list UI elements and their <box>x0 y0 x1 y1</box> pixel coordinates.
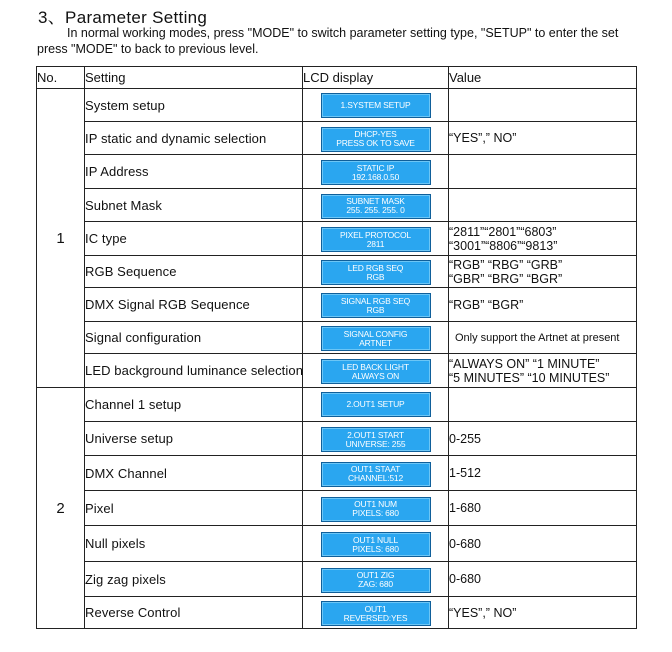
setting-name: Zig zag pixels <box>85 562 303 597</box>
value-line: 0-255 <box>449 431 481 446</box>
group-number: 2 <box>37 388 85 629</box>
setting-name: Universe setup <box>85 422 303 456</box>
value-line: 1-680 <box>449 501 481 515</box>
lcd-display-screen <box>321 601 431 626</box>
lcd-display-line: 255. 255. 255. 0 <box>346 205 405 216</box>
lcd-display-line: PIXELS: 680 <box>352 543 399 554</box>
table-row <box>37 562 637 597</box>
header-value: Value <box>449 67 637 89</box>
lcd-display-screen <box>321 260 431 285</box>
value-cell <box>449 562 637 597</box>
group-number: 1 <box>37 89 85 388</box>
lcd-display-screen <box>321 359 431 384</box>
lcd-cell <box>303 388 449 422</box>
lcd-cell <box>303 597 449 629</box>
lcd-display-screen <box>321 293 431 318</box>
value-cell <box>449 456 637 491</box>
lcd-cell <box>303 256 449 288</box>
value-line: “GBR” “BRG” “BGR” <box>449 271 563 286</box>
setting-name: IP static and dynamic selection <box>85 122 303 155</box>
lcd-display-line: UNIVERSE: 255 <box>345 438 406 449</box>
table-row <box>37 322 637 354</box>
header-lcd-display: LCD display <box>303 67 449 89</box>
setting-name: IC type <box>85 222 303 256</box>
lcd-display-screen <box>321 227 431 252</box>
lcd-cell <box>303 222 449 256</box>
setting-name: Subnet Mask <box>85 189 303 222</box>
value-line: “ALWAYS ON” “1 MINUTE” <box>449 356 600 371</box>
value-line: “2811”“2801”“6803” <box>449 224 557 239</box>
lcd-cell <box>303 155 449 189</box>
lcd-display-line: REVERSED:YES <box>343 612 408 623</box>
value-cell <box>449 189 637 222</box>
lcd-display-line: ZAG: 680 <box>358 579 393 590</box>
lcd-display-line: 2.OUT1 SETUP <box>346 399 405 409</box>
value-cell <box>449 89 637 122</box>
setting-name: Channel 1 setup <box>85 388 303 422</box>
lcd-display-screen <box>321 194 431 219</box>
table-row <box>37 256 637 288</box>
lcd-cell <box>303 122 449 155</box>
value-line: “3001”“8806”“9813” <box>449 238 558 253</box>
table-row <box>37 422 637 456</box>
lcd-cell <box>303 422 449 456</box>
value-line: “YES”,” NO” <box>449 131 517 145</box>
lcd-display-line: SIGNAL RGB SEQ <box>340 295 411 306</box>
setting-name: Pixel <box>85 491 303 526</box>
intro-line-1: In normal working modes, press "MODE" to switch parameter setting type, "SETUP" to enter the set <box>67 26 619 40</box>
lcd-display-line: 192.168.0.50 <box>351 171 400 182</box>
lcd-display-screen <box>321 427 431 452</box>
table-header-row <box>37 67 637 89</box>
lcd-display-line: SUBNET MASK <box>346 196 405 207</box>
lcd-display-screen <box>321 497 431 522</box>
lcd-display-screen <box>321 127 431 152</box>
lcd-display-line: ALWAYS ON <box>351 370 400 381</box>
lcd-cell <box>303 491 449 526</box>
lcd-display-line: OUT1 <box>364 603 387 614</box>
value-cell <box>449 491 637 526</box>
lcd-display-screen <box>321 532 431 557</box>
setting-name: Signal configuration <box>85 322 303 354</box>
lcd-display-line: ARTNET <box>359 337 392 348</box>
parameter-table <box>36 66 637 629</box>
lcd-display-line: OUT1 ZIG <box>356 570 395 581</box>
lcd-display-line: DHCP-YES <box>354 129 397 140</box>
lcd-display-screen <box>321 462 431 487</box>
value-line: “RGB” “RBG” “GRB” <box>449 257 563 272</box>
lcd-display-line: 2811 <box>366 238 385 249</box>
table-row <box>37 456 637 491</box>
value-line: Only support the Artnet at present <box>455 331 620 344</box>
lcd-cell <box>303 562 449 597</box>
value-line: “5 MINUTES” “10 MINUTES” <box>449 370 610 385</box>
lcd-display-line: RGB <box>366 271 385 282</box>
table-row <box>37 122 637 155</box>
intro-line-2: press "MODE" to back to previous level. <box>37 42 259 56</box>
table-row <box>37 388 637 422</box>
table-row <box>37 288 637 322</box>
lcd-display-line: OUT1 NUM <box>354 499 397 510</box>
setting-name: Reverse Control <box>85 597 303 629</box>
setting-name: DMX Channel <box>85 456 303 491</box>
lcd-display-line: OUT1 NULL <box>353 534 398 545</box>
lcd-display-screen <box>321 392 431 417</box>
lcd-display-line: STATIC IP <box>356 162 395 173</box>
lcd-cell <box>303 89 449 122</box>
lcd-display-screen <box>321 93 431 118</box>
value-line: “YES”,” NO” <box>449 605 517 620</box>
header-no: No. <box>37 67 85 89</box>
setting-name: Null pixels <box>85 526 303 562</box>
value-cell <box>449 155 637 189</box>
lcd-cell <box>303 189 449 222</box>
lcd-display-line: CHANNEL:512 <box>348 473 403 484</box>
table-row <box>37 89 637 122</box>
value-cell <box>449 388 637 422</box>
lcd-display-line: LED BACK LIGHT <box>342 361 409 372</box>
lcd-display-line: PIXELS: 680 <box>352 508 399 519</box>
value-cell <box>449 422 637 456</box>
header-setting: Setting <box>85 67 303 89</box>
value-cell <box>449 526 637 562</box>
value-cell <box>449 354 637 388</box>
lcd-display-line: PRESS OK TO SAVE <box>336 138 415 149</box>
lcd-display-line: PIXEL PROTOCOL <box>340 229 411 240</box>
setting-name: RGB Sequence <box>85 256 303 288</box>
table-row <box>37 222 637 256</box>
table-body <box>37 89 637 629</box>
value-cell <box>449 288 637 322</box>
value-line: “RGB” “BGR” <box>449 297 524 312</box>
lcd-display-screen <box>321 326 431 351</box>
lcd-display-line: 2.OUT1 START <box>347 429 404 440</box>
lcd-cell <box>303 526 449 562</box>
table-row <box>37 354 637 388</box>
value-cell <box>449 322 637 354</box>
setting-name: DMX Signal RGB Sequence <box>85 288 303 322</box>
value-line: 0-680 <box>449 536 481 551</box>
setting-name: System setup <box>85 89 303 122</box>
table-row <box>37 526 637 562</box>
setting-name: IP Address <box>85 155 303 189</box>
value-cell <box>449 597 637 629</box>
table-row <box>37 155 637 189</box>
value-cell <box>449 122 637 155</box>
table-row <box>37 491 637 526</box>
value-cell <box>449 256 637 288</box>
lcd-display-screen <box>321 568 431 593</box>
value-line: 1-512 <box>449 466 481 480</box>
lcd-display-line: OUT1 STAAT <box>350 464 401 475</box>
section-heading: 3、Parameter Setting <box>38 8 208 27</box>
lcd-display-line: 1.SYSTEM SETUP <box>340 99 411 110</box>
lcd-display-screen <box>321 160 431 185</box>
lcd-display-line: SIGNAL CONFIG <box>343 328 408 339</box>
table-row <box>37 597 637 629</box>
lcd-cell <box>303 354 449 388</box>
setting-name: LED background luminance selection <box>85 354 303 388</box>
lcd-cell <box>303 288 449 322</box>
lcd-cell <box>303 456 449 491</box>
value-line: 0-680 <box>449 572 481 586</box>
table-row <box>37 189 637 222</box>
value-cell <box>449 222 637 256</box>
lcd-display-line: LED RGB SEQ <box>347 262 404 273</box>
lcd-display-line: RGB <box>366 304 385 315</box>
lcd-cell <box>303 322 449 354</box>
intro-text <box>39 25 672 57</box>
